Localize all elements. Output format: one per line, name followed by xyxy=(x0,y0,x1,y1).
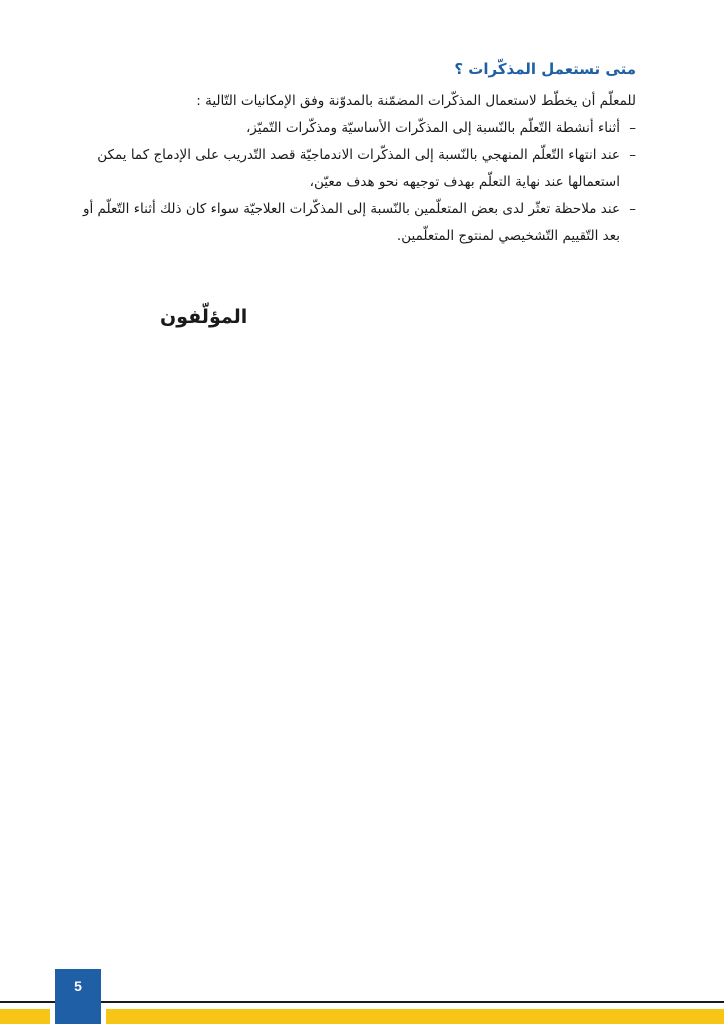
page-number: 5 xyxy=(55,969,101,1024)
list-item-text: عند انتهاء التّعلّم المنهجي بالنّسبة إلى المذكّرات الاندماجيّة قصد التّدريب على الإدماج كما يمكن استعمالها عند نهاية التعلّم بهدف توجيهه نحو هدف معيّن، xyxy=(97,147,620,190)
list-item xyxy=(66,196,636,250)
list-item xyxy=(66,142,636,196)
list-item xyxy=(66,115,636,142)
dash-bullet: – xyxy=(629,201,636,217)
list-item-text: أثناء أنشطة التّعلّم بالنّسبة إلى المذكّرات الأساسيّة ومذكّرات التّميّز، xyxy=(245,120,620,136)
dash-bullet: – xyxy=(629,120,636,136)
intro-paragraph: للمعلّم أن يخطّط لاستعمال المذكّرات المضمّنة بالمدوّنة وفق الإمكانيات التّالية : xyxy=(196,93,636,109)
list-item-text: عند ملاحظة تعثّر لدى بعض المتعلّمين بالنّسبة إلى المذكّرات العلاجيّة سواء كان ذلك أثناء التّعلّم أو بعد التّقييم التّشخيصي لمنتوج المتعلّمين. xyxy=(82,201,620,244)
footer-bar-left xyxy=(0,1009,50,1024)
usage-list xyxy=(66,115,636,250)
footer-bar-right xyxy=(106,1009,724,1024)
dash-bullet: – xyxy=(629,147,636,163)
authors-signature: المؤلّفون xyxy=(160,306,248,328)
main-content xyxy=(66,58,636,250)
section-heading: متى تستعمل المذكّرات ؟ xyxy=(454,60,636,78)
footer-divider xyxy=(0,1001,724,1003)
